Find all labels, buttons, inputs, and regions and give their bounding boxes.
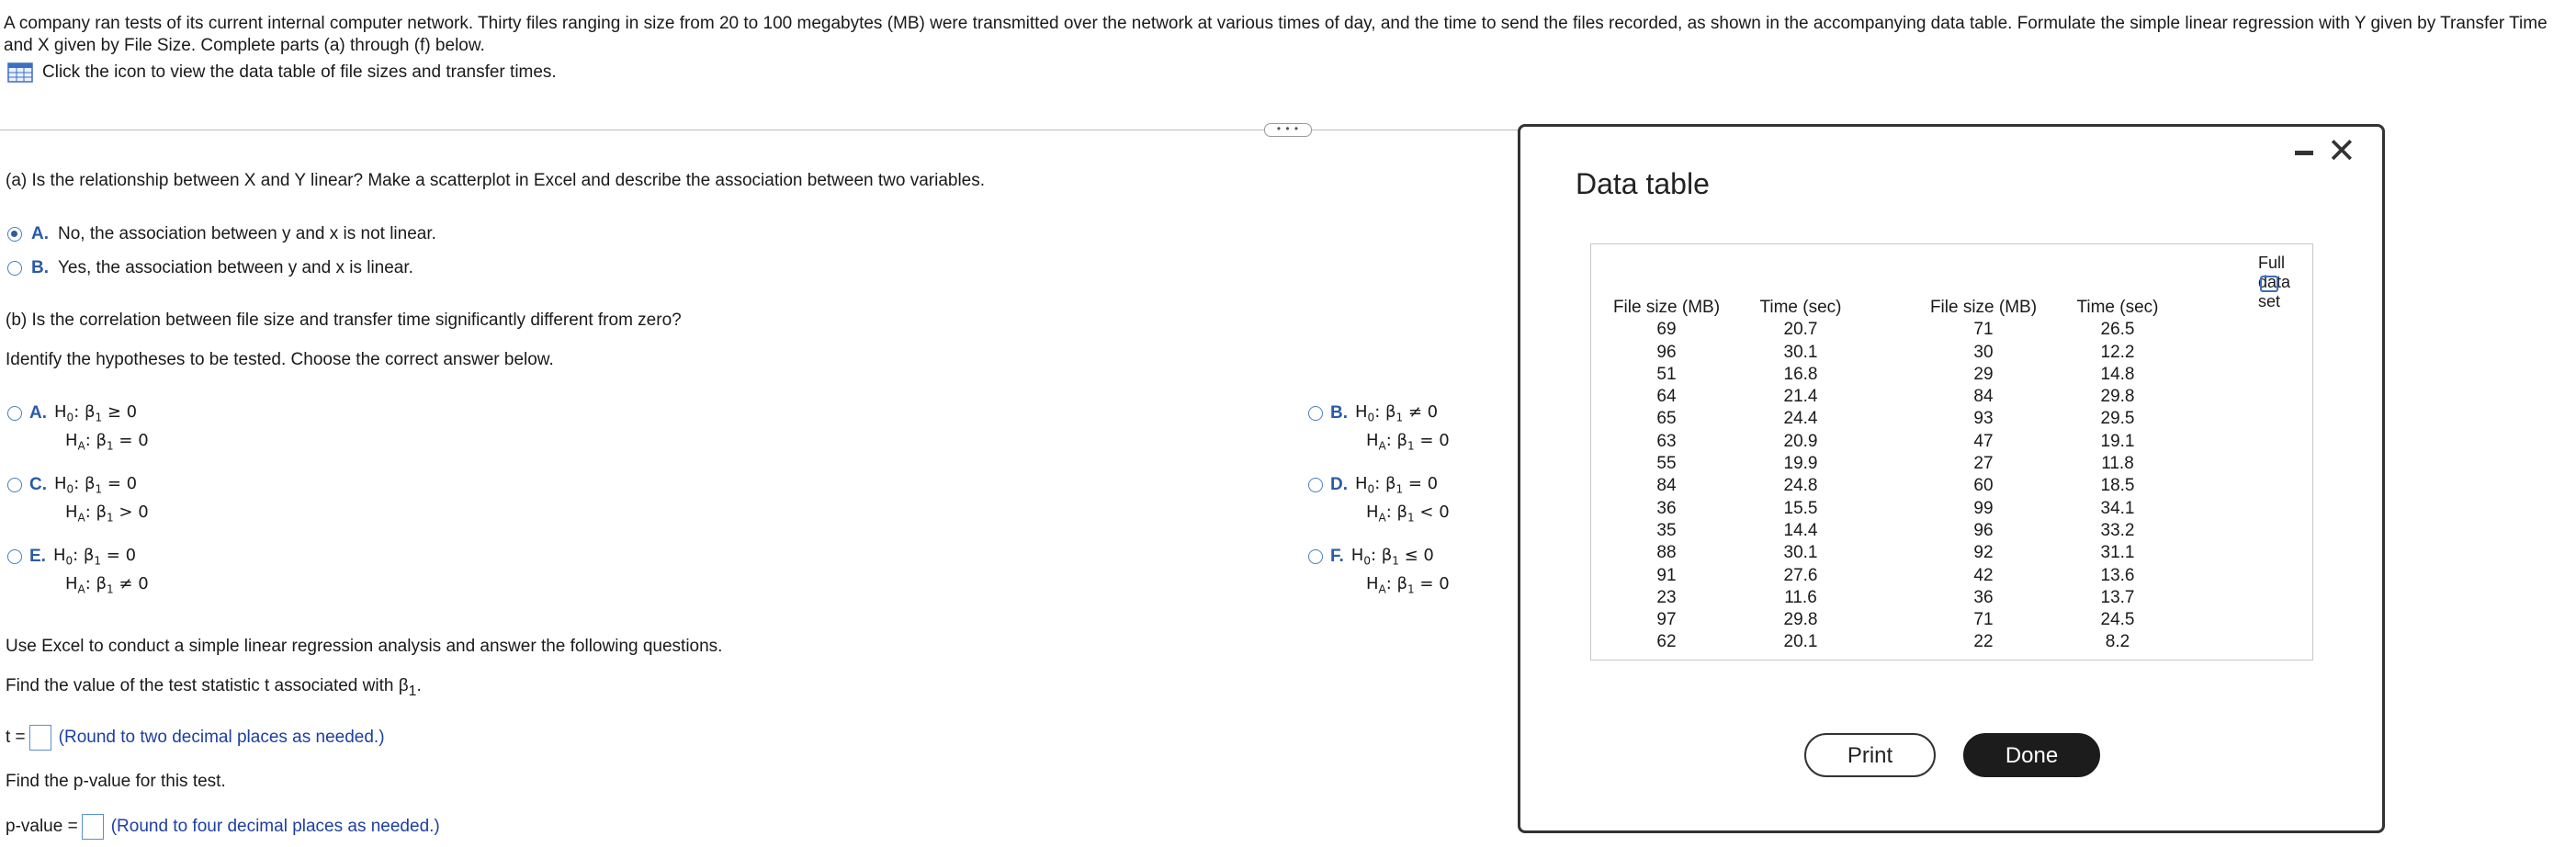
null-hypothesis: $H_0$: $\beta_1 \ge 0$ [54, 402, 138, 424]
column-header: Time (sec) [1759, 298, 1842, 317]
t-label: t = [6, 728, 26, 747]
table-cell: 84 [1656, 476, 1677, 496]
table-cell: 22 [1973, 632, 1994, 652]
option-letter: C. [29, 474, 47, 494]
t-answer-row [6, 725, 385, 751]
data-table-link-text[interactable]: Click the icon to view the data table of file sizes and transfer times. [42, 62, 557, 82]
column-file-size-2 [1928, 297, 2039, 654]
problem-statement: A company ran tests of its current internal computer network. Thirty files ranging in size from 20 to 100 megabytes (MB) were transmitted over the network at various times of day, and the time to send the files recorded, as shown in the accompanying data table. Formulate the simple linear regression with Y given by Transfer Time and X given by File Size. Complete parts (a) through (f) below. [4, 14, 2548, 55]
table-cell: 55 [1656, 454, 1677, 474]
copy-data-icon[interactable] [2260, 276, 2278, 292]
table-cell: 71 [1973, 610, 1994, 630]
radio-button-selected[interactable] [7, 227, 22, 242]
table-cell: 8.2 [2105, 632, 2130, 652]
table-cell: 20.7 [1783, 320, 1818, 340]
table-cell: 31.1 [2100, 543, 2135, 563]
column-time-2 [2072, 297, 2164, 654]
null-hypothesis: $H_0$: $\beta_1 = 0$ [54, 474, 138, 496]
alt-hypothesis: $H_A$: $\beta_1 = 0$ [1366, 430, 1450, 453]
null-hypothesis: $H_0$: $\beta_1 \le 0$ [1350, 546, 1434, 568]
minimize-icon[interactable] [2295, 151, 2313, 155]
table-cell: 24.4 [1783, 409, 1818, 429]
option-letter: E. [29, 546, 46, 566]
full-data-set-label: Full data set [2258, 254, 2291, 311]
hypothesis-option-d[interactable] [1308, 474, 1450, 524]
null-hypothesis: $H_0$: $\beta_1 = 0$ [1355, 474, 1439, 496]
table-cell: 12.2 [2100, 342, 2135, 362]
hypothesis-option-b[interactable] [1308, 402, 1450, 452]
find-t-instruction: Find the value of the test statistic t associated with $\beta_1$. [6, 676, 422, 699]
option-letter: F. [1330, 546, 1344, 566]
table-cell: 35 [1656, 520, 1677, 540]
p-label: p-value = [6, 817, 78, 836]
hypothesis-option-c[interactable] [7, 474, 149, 524]
radio-button[interactable] [1308, 478, 1323, 492]
dialog-title: Data table [1576, 167, 1710, 200]
column-header: Time (sec) [2076, 298, 2159, 317]
table-cell: 42 [1973, 565, 1994, 585]
table-cell: 14.8 [2100, 364, 2135, 384]
table-cell: 97 [1656, 610, 1677, 630]
table-cell: 93 [1973, 409, 1994, 429]
table-cell: 30 [1973, 342, 1994, 362]
find-p-instruction: Find the p-value for this test. [6, 772, 226, 791]
table-cell: 36 [1973, 587, 1994, 607]
data-table-dialog [1518, 124, 2385, 833]
close-icon[interactable]: ✕ [2327, 132, 2356, 171]
table-cell: 29.8 [2100, 387, 2135, 407]
option-letter: B. [31, 258, 49, 277]
table-cell: 88 [1656, 543, 1677, 563]
table-cell: 16.8 [1783, 364, 1818, 384]
table-cell: 21.4 [1783, 387, 1818, 407]
option-letter: D. [1330, 474, 1348, 494]
alt-hypothesis: $H_A$: $\beta_1 = 0$ [1366, 573, 1450, 596]
alt-hypothesis: $H_A$: $\beta_1 > 0$ [65, 502, 149, 525]
table-cell: 91 [1656, 565, 1677, 585]
null-hypothesis: $H_0$: $\beta_1 = 0$ [52, 546, 137, 568]
radio-button[interactable] [1308, 549, 1323, 564]
table-cell: 69 [1656, 320, 1677, 340]
option-letter: A. [29, 402, 47, 423]
table-cell: 36 [1656, 498, 1677, 518]
done-button[interactable]: Done [1963, 733, 2100, 777]
table-cell: 11.6 [1784, 587, 1817, 607]
table-cell: 92 [1973, 543, 1994, 563]
column-header: File size (MB) [1612, 298, 1721, 317]
radio-button[interactable] [7, 549, 22, 564]
column-time-1 [1755, 297, 1847, 654]
table-cell: 20.9 [1783, 431, 1818, 451]
table-cell: 29.8 [1783, 610, 1818, 630]
option-letter: A. [31, 224, 49, 243]
p-answer-row [6, 814, 440, 840]
table-cell: 26.5 [2100, 320, 2135, 340]
option-letter: B. [1330, 402, 1348, 423]
table-cell: 47 [1973, 431, 1994, 451]
column-header: File size (MB) [1929, 298, 2038, 317]
table-cell: 11.8 [2101, 454, 2134, 474]
table-cell: 60 [1973, 476, 1994, 496]
table-cell: 27 [1973, 454, 1994, 474]
hypothesis-option-a[interactable] [7, 402, 149, 452]
table-cell: 13.6 [2100, 565, 2135, 585]
radio-button[interactable] [7, 261, 22, 276]
excel-instruction: Use Excel to conduct a simple linear regression analysis and answer the following questions. [6, 637, 723, 656]
radio-button[interactable] [7, 406, 22, 421]
print-button[interactable]: Print [1804, 733, 1936, 777]
table-cell: 27.6 [1783, 565, 1818, 585]
option-text: Yes, the association between y and x is linear. [58, 258, 413, 277]
table-cell: 15.5 [1783, 498, 1818, 518]
part-a-option-b[interactable] [7, 258, 413, 278]
divider-drag-handle[interactable]: • • • [1264, 123, 1312, 137]
table-cell: 30.1 [1783, 342, 1818, 362]
table-cell: 62 [1656, 632, 1677, 652]
hypothesis-option-e[interactable] [7, 546, 149, 595]
radio-button[interactable] [1308, 406, 1323, 421]
null-hypothesis: $H_0$: $\beta_1 \ne 0$ [1355, 402, 1439, 424]
table-cell: 33.2 [2100, 520, 2135, 540]
table-cell: 71 [1973, 320, 1994, 340]
table-cell: 23 [1656, 587, 1677, 607]
p-value-input[interactable] [82, 814, 104, 840]
table-cell: 19.9 [1783, 454, 1818, 474]
table-cell: 64 [1656, 387, 1677, 407]
part-a-question: (a) Is the relationship between X and Y linear? Make a scatterplot in Excel and describe the association between two variables. [6, 171, 986, 190]
table-cell: 29.5 [2100, 409, 2135, 429]
table-cell: 24.8 [1783, 476, 1818, 496]
table-cell: 84 [1973, 387, 1994, 407]
table-cell: 30.1 [1783, 543, 1818, 563]
table-cell: 51 [1656, 364, 1677, 384]
table-cell: 96 [1656, 342, 1677, 362]
alt-hypothesis: $H_A$: $\beta_1 < 0$ [1366, 502, 1450, 525]
option-text: No, the association between y and x is not linear. [58, 224, 436, 243]
table-cell: 24.5 [2100, 610, 2135, 630]
table-cell: 63 [1656, 431, 1677, 451]
alt-hypothesis: $H_A$: $\beta_1 \ne 0$ [65, 573, 149, 596]
table-cell: 99 [1973, 498, 1994, 518]
part-b-question: (b) Is the correlation between file size and transfer time significantly different from zero? [6, 311, 682, 330]
data-table-link[interactable] [7, 62, 557, 83]
part-b-instruction: Identify the hypotheses to be tested. Choose the correct answer below. [6, 350, 554, 369]
column-file-size-1 [1611, 297, 1722, 654]
table-cell: 18.5 [2100, 476, 2135, 496]
radio-button[interactable] [7, 478, 22, 492]
table-grid-icon[interactable] [7, 62, 33, 83]
t-rounding-hint: (Round to two decimal places as needed.) [58, 728, 385, 747]
part-a-option-a[interactable] [7, 224, 436, 244]
table-cell: 65 [1656, 409, 1677, 429]
data-table [1590, 243, 2313, 661]
table-cell: 29 [1973, 364, 1994, 384]
table-cell: 19.1 [2100, 431, 2135, 451]
table-cell: 14.4 [1783, 520, 1818, 540]
table-cell: 96 [1973, 520, 1994, 540]
hypothesis-option-f[interactable] [1308, 546, 1450, 595]
table-cell: 34.1 [2100, 498, 2135, 518]
p-rounding-hint: (Round to four decimal places as needed.) [110, 817, 440, 836]
t-input[interactable] [29, 725, 51, 751]
table-cell: 13.7 [2100, 587, 2135, 607]
alt-hypothesis: $H_A$: $\beta_1 = 0$ [65, 430, 149, 453]
table-cell: 20.1 [1783, 632, 1818, 652]
